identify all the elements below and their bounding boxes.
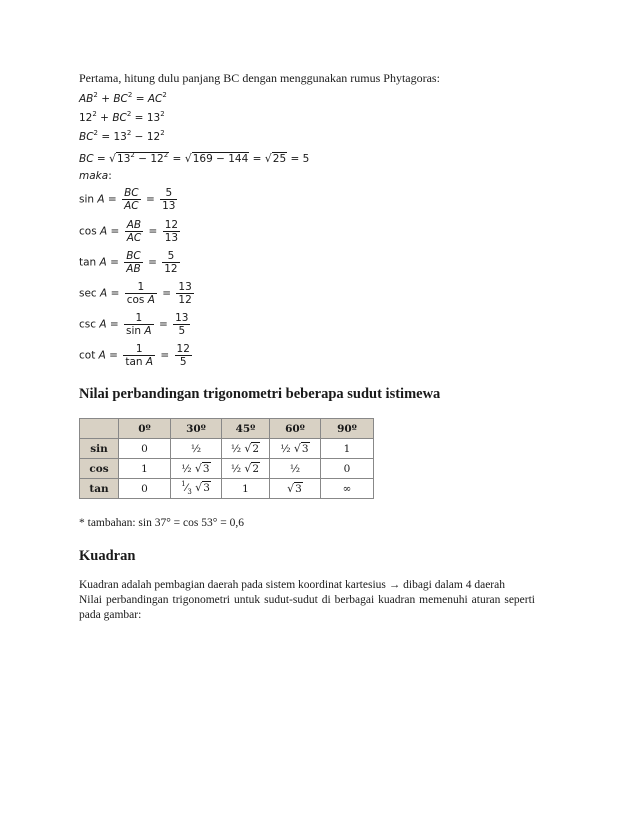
- special-angle-table: [79, 418, 374, 499]
- table-cell: ½: [171, 439, 222, 459]
- ratio-value: $\frac{13}{5}$: [175, 312, 189, 337]
- ratio-name: cot A: [79, 349, 106, 362]
- table-cell: 1: [119, 459, 171, 479]
- ratio-value: $\frac{13}{12}$: [178, 281, 192, 306]
- ratio-equation: tan A = $\frac{BC}{AB}$ = $\frac{5}{12}$: [79, 250, 178, 275]
- ratio-name: sec A: [79, 287, 108, 300]
- ratio-fraction: $\frac{BC}{AB}$: [126, 250, 141, 275]
- maka-label: maka:: [79, 170, 112, 182]
- ratio-value: $\frac{5}{13}$: [162, 187, 176, 212]
- note-text: * tambahan: sin 37° = cos 53° = 0,6: [79, 517, 244, 529]
- ratio-equation: cos A = $\frac{AB}{AC}$ = $\frac{12}{13}$: [79, 219, 179, 244]
- ratio-equation: sec A = $\frac{1}{\text{cos A}}$ = $\frac{13}{12}$: [79, 281, 192, 306]
- section-heading-kuadran: Kuadran: [79, 548, 136, 564]
- table-cell: 1: [321, 439, 374, 459]
- table-header-cell: 60º: [270, 419, 321, 439]
- table-header-cell: [80, 419, 119, 439]
- intro-text: Pertama, hitung dulu panjang BC dengan menggunakan rumus Phytagoras:: [79, 71, 440, 85]
- table-cell: ½: [270, 459, 321, 479]
- equation-line-3: $BC^2 = 13^2 - 12^2$: [79, 129, 165, 143]
- table-cell: ∞: [321, 479, 374, 499]
- table-row: [80, 479, 374, 499]
- ratio-name: csc A: [79, 318, 107, 331]
- table-cell: 0: [119, 479, 171, 499]
- table-cell: √3: [270, 479, 321, 499]
- ratio-equation: cot A = $\frac{1}{\text{tan A}}$ = $\frac{12}{5}$: [79, 343, 190, 368]
- paragraph-kuadran-rule: Nilai perbandingan trigonometri untuk sudut-sudut di berbagai kuadran memenuhi aturan seperti pada gambar:: [79, 594, 535, 621]
- table-cell: $^1⁄_3$ √3: [171, 479, 222, 499]
- paragraph-kuadran-def: Kuadran adalah pembagian daerah pada sistem koordinat kartesius → dibagi dalam 4 daerah: [79, 579, 505, 591]
- ratio-value: $\frac{5}{12}$: [164, 250, 178, 275]
- equation-line-4: BC = $√13^2 - 12^2 = √169 - 144 = √25 = 5$: [79, 151, 310, 165]
- table-cell: ½ √2: [222, 459, 270, 479]
- row-label-cos: cos: [80, 459, 119, 479]
- table-header-cell: 30º: [171, 419, 222, 439]
- ratio-name: cos A: [79, 225, 108, 238]
- table-header-cell: 90º: [321, 419, 374, 439]
- ratio-name: sin A: [79, 193, 105, 206]
- row-label-sin: sin: [80, 439, 119, 459]
- table-cell: ½ √2: [222, 439, 270, 459]
- equation-line-1: $AB^2 + BC^2 = AC^2$: [79, 91, 167, 105]
- row-label-tan: tan: [80, 479, 119, 499]
- ratio-fraction: $\frac{1}{\text{sin A}}$: [126, 312, 152, 337]
- table-header-cell: 0º: [119, 419, 171, 439]
- ratio-fraction: $\frac{BC}{AC}$: [124, 187, 139, 212]
- table-cell: 1: [222, 479, 270, 499]
- equation-line-2: $12^2 + BC^2 = 13^2$: [79, 110, 165, 124]
- ratio-value: $\frac{12}{13}$: [164, 219, 179, 244]
- ratio-fraction: $\frac{AB}{AC}$: [126, 219, 142, 244]
- ratio-fraction: $\frac{1}{\text{cos A}}$: [126, 281, 155, 306]
- table-cell: ½ √3: [270, 439, 321, 459]
- ratio-name: tan A: [79, 256, 107, 269]
- table-row: [80, 439, 374, 459]
- table-header-cell: 45º: [222, 419, 270, 439]
- ratio-equation: sin A = $\frac{BC}{AC}$ = $\frac{5}{13}$: [79, 187, 176, 212]
- section-heading-istimewa: Nilai perbandingan trigonometri beberapa sudut istimewa: [79, 386, 441, 402]
- table-cell: 0: [119, 439, 171, 459]
- table-cell: 0: [321, 459, 374, 479]
- table-row: [80, 459, 374, 479]
- ratio-value: $\frac{12}{5}$: [176, 343, 190, 368]
- ratio-equation: csc A = $\frac{1}{\text{sin A}}$ = $\frac{13}{5}$: [79, 312, 189, 337]
- table-header-row: [80, 419, 374, 439]
- ratio-fraction: $\frac{1}{\text{tan A}}$: [125, 343, 154, 368]
- table-cell: ½ √3: [171, 459, 222, 479]
